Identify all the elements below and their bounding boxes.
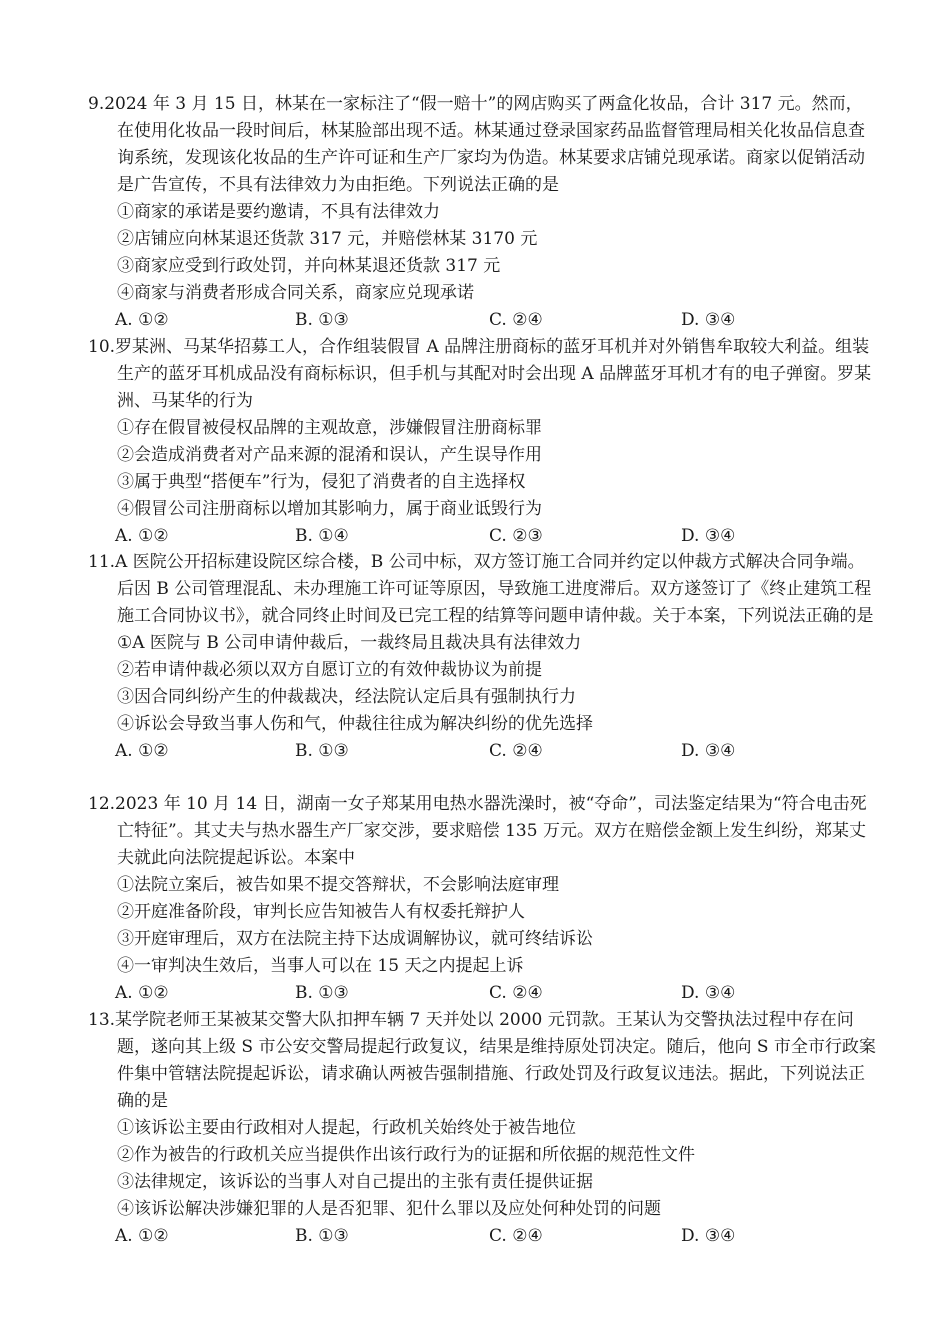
option-4: ④假冒公司注册商标以增加其影响力，属于商业诋毁行为 [117, 499, 542, 519]
question-number: 11. [88, 552, 116, 572]
option-1: ①该诉讼主要由行政相对人提起，行政机关始终处于被告地位 [117, 1118, 576, 1138]
choice-c[interactable]: C. ②④ [489, 983, 543, 1003]
question-number: 13. [88, 1010, 116, 1030]
question-stem: 9.2024 年 3 月 15 日，林某在一家标注了“假一赔十”的网店购买了两盒化妆品，合计 317 元。然而，在使用化妆品一段时间后，林某脸部出现不适。林某通过登录国家药品监督管理局相关化妆品信息查询系统，发现该化妆品的生产许可证和生产厂家均为伪造。林某要求店铺兑现承诺。商家以促销活动是广告宣传，不具有法律效力为由拒绝。下列说法正确的是 [88, 94, 865, 195]
choice-b[interactable]: B. ①③ [295, 1226, 349, 1246]
question-number: 9. [88, 94, 105, 114]
choice-d[interactable]: D. ③④ [681, 741, 736, 761]
choice-c[interactable]: C. ②④ [489, 1226, 543, 1246]
question-stem: 10.罗某洲、马某华招募工人，合作组装假冒 A 品牌注册商标的蓝牙耳机并对外销售牟取较大利益。组装生产的蓝牙耳机成品没有商标标识，但手机与其配对时会出现 A 品牌蓝牙耳机才有的电子弹窗。罗某洲、马某华的行为 [88, 337, 872, 411]
answer-choices [88, 307, 878, 334]
question-11 [88, 549, 878, 765]
option-2: ②会造成消费者对产品来源的混淆和误认，产生误导作用 [117, 445, 542, 465]
answer-choices [88, 1223, 878, 1250]
choice-c[interactable]: C. ②④ [489, 310, 543, 330]
answer-choices [88, 523, 878, 550]
option-3: ③因合同纠纷产生的仲裁裁决，经法院认定后具有强制执行力 [117, 687, 576, 707]
choice-d[interactable]: D. ③④ [681, 983, 736, 1003]
choice-b[interactable]: B. ①④ [295, 526, 349, 546]
choice-d[interactable]: D. ③④ [681, 310, 736, 330]
option-3: ③法律规定，该诉讼的当事人对自己提出的主张有责任提供证据 [117, 1172, 593, 1192]
option-4: ④该诉讼解决涉嫌犯罪的人是否犯罪、犯什么罪以及应处何种处罚的问题 [117, 1199, 661, 1219]
choice-a[interactable]: A. ①② [115, 310, 169, 330]
answer-choices [88, 980, 878, 1007]
question-number: 10. [88, 337, 116, 357]
option-3: ③属于典型“搭便车”行为，侵犯了消费者的自主选择权 [117, 472, 526, 492]
question-9 [88, 91, 878, 334]
option-2: ②若申请仲裁必须以双方自愿订立的有效仲裁协议为前提 [117, 660, 542, 680]
option-2: ②开庭准备阶段，审判长应告知被告人有权委托辩护人 [117, 902, 525, 922]
choice-d[interactable]: D. ③④ [681, 1226, 736, 1246]
choice-b[interactable]: B. ①③ [295, 741, 349, 761]
choice-a[interactable]: A. ①② [115, 1226, 169, 1246]
choice-c[interactable]: C. ②④ [489, 741, 543, 761]
option-4: ④诉讼会导致当事人伤和气，仲裁往往成为解决纠纷的优先选择 [117, 714, 593, 734]
question-stem: 13.某学院老师王某被某交警大队扣押车辆 7 天并处以 2000 元罚款。王某认为交警执法过程中存在问题，遂向其上级 S 市公安交警局提起行政复议，结果是维持原处罚决定。随后，他向 S 市全市行政案件集中管辖法院提起诉讼，请求确认两被告强制措施、行政处罚及行政复议违法。据此，下列说法正确的是 [88, 1010, 876, 1111]
question-stem: 12.2023 年 10 月 14 日，湖南一女子郑某用电热水器洗澡时，被“夺命”，司法鉴定结果为“符合电击死亡特征”。其丈夫与热水器生产厂家交涉，要求赔偿 135 万元。双方在赔偿金额上发生纠纷，郑某丈夫就此向法院提起诉讼。本案中 [88, 794, 867, 868]
question-stem: 11.A 医院公开招标建设院区综合楼，B 公司中标，双方签订施工合同并约定以仲裁方式解决合同争端。后因 B 公司管理混乱、未办理施工许可证等原因，导致施工进度滞后。双方遂签订了《终止建筑工程施工合同协议书》，就合同终止时间及已完工程的结算等问题申请仲裁。关于本案，下列说法正确的是 [88, 552, 874, 626]
option-1: ①A 医院与 B 公司申请仲裁后，一裁终局且裁决具有法律效力 [117, 633, 582, 653]
option-1: ①法院立案后，被告如果不提交答辩状，不会影响法庭审理 [117, 875, 559, 895]
option-3: ③开庭审理后，双方在法院主持下达成调解协议，就可终结诉讼 [117, 929, 593, 949]
choice-a[interactable]: A. ①② [115, 983, 169, 1003]
question-12 [88, 791, 878, 1007]
question-number: 12. [88, 794, 116, 814]
option-1: ①商家的承诺是要约邀请，不具有法律效力 [117, 202, 440, 222]
choice-b[interactable]: B. ①③ [295, 310, 349, 330]
option-2: ②店铺应向林某退还货款 317 元，并赔偿林某 3170 元 [117, 229, 538, 249]
option-4: ④一审判决生效后，当事人可以在 15 天之内提起上诉 [117, 956, 524, 976]
choice-b[interactable]: B. ①③ [295, 983, 349, 1003]
option-4: ④商家与消费者形成合同关系，商家应兑现承诺 [117, 283, 474, 303]
option-3: ③商家应受到行政处罚，并向林某退还货款 317 元 [117, 256, 501, 276]
choice-a[interactable]: A. ①② [115, 741, 169, 761]
choice-d[interactable]: D. ③④ [681, 526, 736, 546]
choice-c[interactable]: C. ②③ [489, 526, 543, 546]
answer-choices [88, 738, 878, 765]
choice-a[interactable]: A. ①② [115, 526, 169, 546]
option-1: ①存在假冒被侵权品牌的主观故意，涉嫌假冒注册商标罪 [117, 418, 542, 438]
question-10 [88, 334, 878, 550]
question-13 [88, 1007, 878, 1250]
option-2: ②作为被告的行政机关应当提供作出该行政行为的证据和所依据的规范性文件 [117, 1145, 695, 1165]
